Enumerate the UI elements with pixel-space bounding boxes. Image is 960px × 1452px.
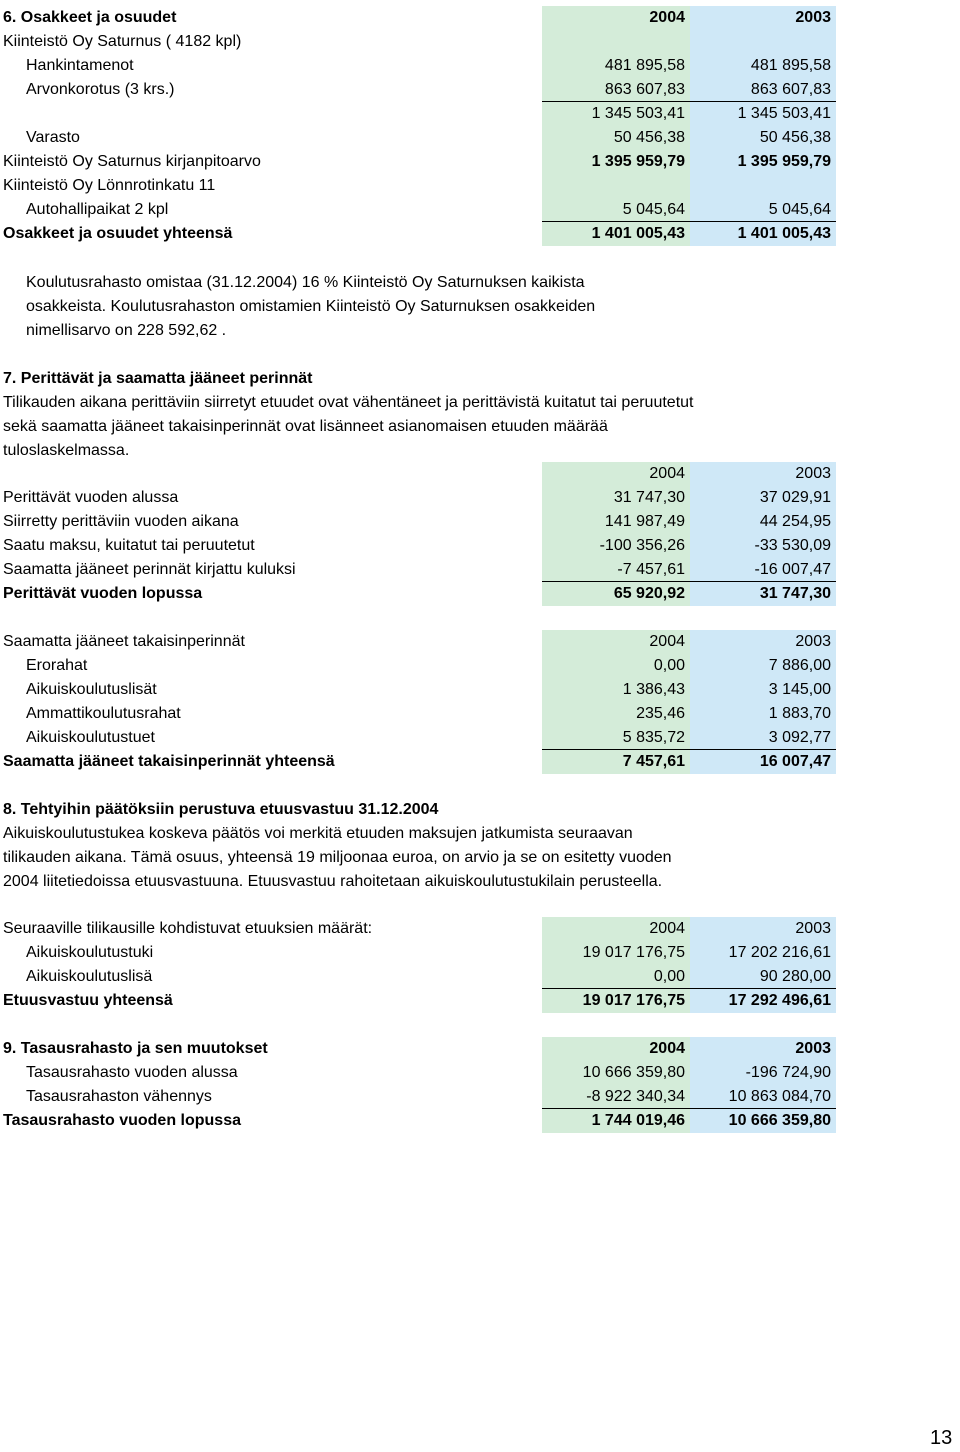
value-2003: 3 145,00 xyxy=(690,678,836,702)
value-2004: 863 607,83 xyxy=(542,78,690,102)
row-label: Aikuiskoulutustuet xyxy=(26,729,155,746)
total-label: Etuusvastuu yhteensä xyxy=(3,992,173,1009)
table-row xyxy=(0,510,960,534)
row-label: Varasto xyxy=(26,129,80,146)
row-label: Saatu maksu, kuitatut tai peruutetut xyxy=(3,537,255,554)
value-2003: 3 092,77 xyxy=(690,726,836,750)
s9-title: 9. Tasausrahasto ja sen muutokset xyxy=(3,1040,268,1057)
s6-note-line: osakkeista. Koulutusrahaston omistamien Kiinteistö Oy Saturnuksen osakkeiden xyxy=(26,298,596,315)
value-2004: 0,00 xyxy=(542,654,690,678)
table-row xyxy=(0,486,960,510)
s8-text-line: tilikauden aikana. Tämä osuus, yhteensä 19 miljoonaa euroa, on arvio ja se on esitetty vuoden xyxy=(3,849,672,866)
row-label: Hankintamenot xyxy=(26,57,134,74)
row-label: Perittävät vuoden alussa xyxy=(3,489,179,506)
value-2004: -7 457,61 xyxy=(542,558,690,582)
s7-t2-header-row xyxy=(0,630,960,654)
total-2003: 17 292 496,61 xyxy=(690,989,836,1013)
value-2003: -196 724,90 xyxy=(690,1061,836,1085)
s6-year2: 2003 xyxy=(690,6,836,30)
value-2003: 1 345 503,41 xyxy=(690,102,836,126)
value-2003: 50 456,38 xyxy=(690,126,836,150)
total-2004: 19 017 176,75 xyxy=(542,989,690,1013)
value-2004: 5 835,72 xyxy=(542,726,690,750)
value-2003 xyxy=(690,174,836,198)
row-label: Erorahat xyxy=(26,657,88,674)
s6-note-line: Koulutusrahasto omistaa (31.12.2004) 16 % Kiinteistö Oy Saturnuksen kaikista xyxy=(26,274,585,291)
value-2004: 10 666 359,80 xyxy=(542,1061,690,1085)
s7-text-line: sekä saamatta jääneet takaisinperinnät ovat lisänneet asianomaisen etuuden määrää xyxy=(3,418,608,435)
value-2003: -33 530,09 xyxy=(690,534,836,558)
row-label: Tasausrahasto vuoden alussa xyxy=(26,1064,238,1081)
value-2004: 0,00 xyxy=(542,965,690,989)
table-row xyxy=(0,126,960,150)
value-2004: 1 395 959,79 xyxy=(542,150,690,174)
value-2004: 1 386,43 xyxy=(542,678,690,702)
value-2003: -16 007,47 xyxy=(690,558,836,582)
total-label: Tasausrahasto vuoden lopussa xyxy=(3,1112,241,1129)
value-2004: 50 456,38 xyxy=(542,126,690,150)
table-row xyxy=(0,534,960,558)
s6-subtitle: Kiinteistö Oy Saturnus ( 4182 kpl) xyxy=(3,33,242,50)
s8-text-line: Aikuiskoulutustukea koskeva päätös voi merkitä etuuden maksujen jatkumista seuraavan xyxy=(3,825,633,842)
s9-year1: 2004 xyxy=(542,1037,690,1061)
s8-year1: 2004 xyxy=(542,917,690,941)
s6-title: 6. Osakkeet ja osuudet xyxy=(3,9,177,26)
table-row xyxy=(0,78,960,102)
row-label: Arvonkorotus (3 krs.) xyxy=(26,81,175,98)
total-label: Saamatta jääneet takaisinperinnät yhteensä xyxy=(3,753,335,770)
row-label: Kiinteistö Oy Lönnrotinkatu 11 xyxy=(3,177,216,194)
total-2004: 65 920,92 xyxy=(542,582,690,606)
s8-year2: 2003 xyxy=(690,917,836,941)
total-2004: 1 744 019,46 xyxy=(542,1109,690,1133)
total-label: Osakkeet ja osuudet yhteensä xyxy=(3,225,233,242)
value-2004: 481 895,58 xyxy=(542,54,690,78)
total-row xyxy=(0,582,960,606)
value-2004: 31 747,30 xyxy=(542,486,690,510)
total-2003: 31 747,30 xyxy=(690,582,836,606)
value-2003: 7 886,00 xyxy=(690,654,836,678)
total-label: Perittävät vuoden lopussa xyxy=(3,585,203,602)
table-row xyxy=(0,102,960,126)
total-2003: 1 401 005,43 xyxy=(690,222,836,246)
value-2003: 17 202 216,61 xyxy=(690,941,836,965)
table-row xyxy=(0,702,960,726)
table-row xyxy=(0,198,960,222)
total-2003: 10 666 359,80 xyxy=(690,1109,836,1133)
row-label: Siirretty perittäviin vuoden aikana xyxy=(3,513,239,530)
value-2004: -100 356,26 xyxy=(542,534,690,558)
table-row xyxy=(0,150,960,174)
row-label: Autohallipaikat 2 kpl xyxy=(26,201,169,218)
table-row xyxy=(0,965,960,989)
table-row xyxy=(0,558,960,582)
s7-t2-year2: 2003 xyxy=(690,630,836,654)
s9-header-row xyxy=(0,1037,960,1061)
value-2003: 10 863 084,70 xyxy=(690,1085,836,1109)
total-2004: 1 401 005,43 xyxy=(542,222,690,246)
row-label: Saamatta jääneet perinnät kirjattu kuluksi xyxy=(3,561,296,578)
table-row xyxy=(0,654,960,678)
s7-t2-year1: 2004 xyxy=(542,630,690,654)
value-2003: 1 395 959,79 xyxy=(690,150,836,174)
s7-header-row xyxy=(0,462,960,486)
s7-t2-header: Saamatta jääneet takaisinperinnät xyxy=(3,633,245,650)
value-2003: 37 029,91 xyxy=(690,486,836,510)
table-row xyxy=(0,1085,960,1109)
s7-text-line: Tilikauden aikana perittäviin siirretyt etuudet ovat vähentäneet ja perittävistä kuitatut tai peruutetut xyxy=(3,394,694,411)
value-2004: 235,46 xyxy=(542,702,690,726)
value-2003: 1 883,70 xyxy=(690,702,836,726)
value-2004: 19 017 176,75 xyxy=(542,941,690,965)
s6-note-line: nimellisarvo on 228 592,62 . xyxy=(26,322,227,339)
row-label: Ammattikoulutusrahat xyxy=(26,705,181,722)
table-row xyxy=(0,54,960,78)
s7-text-line: tuloslaskelmassa. xyxy=(3,442,130,459)
s9-year2: 2003 xyxy=(690,1037,836,1061)
total-2004: 7 457,61 xyxy=(542,750,690,774)
table-row xyxy=(0,174,960,198)
s6-subtitle-row xyxy=(0,30,960,54)
s8-header-row xyxy=(0,917,960,941)
value-2004: 1 345 503,41 xyxy=(542,102,690,126)
total-2003: 16 007,47 xyxy=(690,750,836,774)
s8-text-line: 2004 liitetiedoissa etuusvastuuna. Etuusvastuu rahoitetaan aikuiskoulutustukilain perusteella. xyxy=(3,873,663,890)
s6-header-row xyxy=(0,6,960,30)
total-row xyxy=(0,750,960,774)
s7-year1: 2004 xyxy=(542,462,690,486)
row-label: Aikuiskoulutustuki xyxy=(26,944,154,961)
value-2004: 141 987,49 xyxy=(542,510,690,534)
value-2003: 44 254,95 xyxy=(690,510,836,534)
table-row xyxy=(0,726,960,750)
row-label: Tasausrahaston vähennys xyxy=(26,1088,212,1105)
row-label: Aikuiskoulutuslisät xyxy=(26,681,157,698)
value-2003: 90 280,00 xyxy=(690,965,836,989)
total-row xyxy=(0,989,960,1013)
row-label: Kiinteistö Oy Saturnus kirjanpitoarvo xyxy=(3,153,261,170)
total-row xyxy=(0,222,960,246)
value-2004: -8 922 340,34 xyxy=(542,1085,690,1109)
table-row xyxy=(0,941,960,965)
s7-title: 7. Perittävät ja saamatta jääneet perinnät xyxy=(3,370,313,387)
row-label: Aikuiskoulutuslisä xyxy=(26,968,153,985)
s8-title: 8. Tehtyihin päätöksiin perustuva etuusvastuu 31.12.2004 xyxy=(3,801,439,818)
value-2004: 5 045,64 xyxy=(542,198,690,222)
value-2003: 863 607,83 xyxy=(690,78,836,102)
page-number: 13 xyxy=(930,1427,953,1449)
table-row xyxy=(0,678,960,702)
value-2004 xyxy=(542,174,690,198)
value-2003: 481 895,58 xyxy=(690,54,836,78)
value-2003: 5 045,64 xyxy=(690,198,836,222)
s8-table-header: Seuraaville tilikausille kohdistuvat etuuksien määrät: xyxy=(3,920,373,937)
s7-year2: 2003 xyxy=(690,462,836,486)
total-row xyxy=(0,1109,960,1133)
s6-year1: 2004 xyxy=(542,6,690,30)
table-row xyxy=(0,1061,960,1085)
